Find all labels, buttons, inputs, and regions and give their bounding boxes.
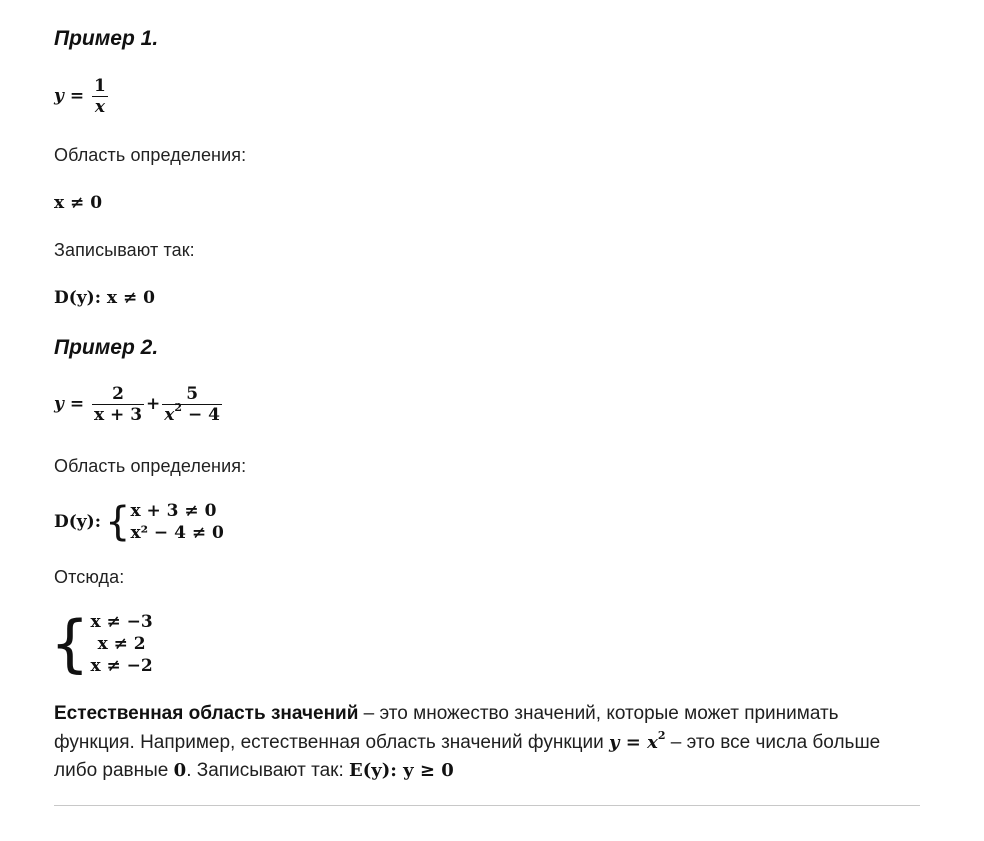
den-exponent: 2 [174, 401, 183, 415]
example-2-hence-label: Отсюда: [54, 567, 125, 587]
range-line-1-content [54, 700, 839, 729]
range-line-1-rest: – это множество значений, которые может принимать [358, 703, 839, 724]
result-cases [90, 611, 152, 677]
range-line-2-start: функция. Например, естественная область значений функции [54, 731, 610, 753]
function-lhs: y [54, 86, 64, 106]
den-rest: − 4 [182, 405, 220, 425]
fraction-1-numerator: 2 [92, 384, 144, 405]
example-2-domain-label: Область определения: [54, 456, 247, 476]
example-1-written-expr: D(y): x ≠ 0 [54, 288, 155, 308]
domain-system-wrap [54, 500, 224, 544]
fraction-2 [162, 384, 222, 425]
range-line-3 [54, 757, 920, 786]
example-1-written-label: Записывают так: [54, 240, 195, 260]
example-2-heading: Пример 2. [54, 336, 159, 359]
left-brace-icon: { [104, 499, 131, 545]
fraction-1 [92, 384, 144, 425]
fraction-numerator: 1 [93, 76, 106, 96]
domain-cases [130, 500, 223, 544]
range-line-2-end: – это все числа больше [665, 731, 881, 753]
fraction-2-denominator [162, 401, 222, 425]
range-line-3-zero: 0 [173, 760, 187, 781]
left-brace-icon: { [50, 607, 90, 680]
equals-sign: = [69, 86, 85, 106]
section-divider [54, 805, 920, 806]
example-2-result-system [50, 607, 153, 680]
domain-prefix: D(y): [54, 512, 101, 532]
example-2-function [54, 384, 224, 425]
range-paragraph [54, 700, 920, 786]
range-line-3-math: E(y): y ≥ 0 [349, 760, 454, 781]
example-1-heading: Пример 1. [54, 27, 159, 50]
domain-case: x² − 4 ≠ 0 [130, 523, 224, 543]
result-case: x ≠ −2 [90, 656, 153, 676]
domain-case: x + 3 ≠ 0 [130, 501, 217, 521]
result-system-wrap [50, 607, 153, 680]
range-line-1 [54, 700, 920, 729]
plus-sign: + [146, 394, 161, 414]
range-term: Естественная область значений [54, 703, 359, 724]
fraction [92, 76, 108, 117]
equals-sign: = [69, 394, 85, 414]
range-line-3-mid: . Записывают так: [186, 760, 350, 781]
fraction-2-numerator: 5 [162, 384, 222, 405]
example-1-domain-expr: x ≠ 0 [54, 193, 103, 213]
result-case: x ≠ −3 [90, 612, 153, 632]
example-2-domain-system [54, 500, 224, 544]
range-line-2 [54, 729, 920, 758]
den-base: x [164, 405, 175, 425]
range-line-2-math: $y = x^2$ [609, 728, 666, 753]
result-case: x ≠ 2 [97, 634, 146, 654]
fraction-1-denominator: x + 3 [93, 405, 143, 425]
function-lhs: y [54, 394, 64, 414]
example-1-function [54, 76, 110, 117]
example-1-domain-label: Область определения: [54, 145, 247, 165]
fraction-denominator: x [94, 97, 105, 117]
range-line-3-start: либо равные [54, 760, 174, 781]
